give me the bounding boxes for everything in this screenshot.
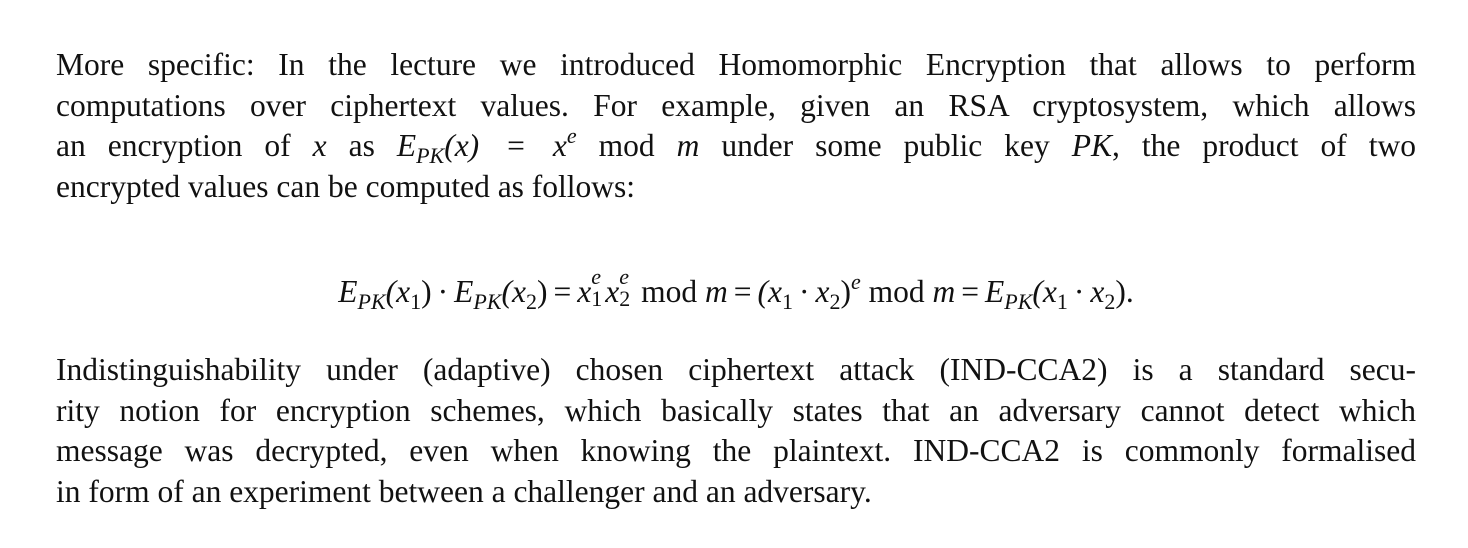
paragraph-line: More specific: In the lecture we introduced Homomorphic Encryption that allows to perform — [56, 47, 1416, 82]
paragraph-line: encrypted values can be computed as follows: — [56, 168, 636, 204]
paragraph-line: computations over ciphertext values. For example, given an RSA cryptosystem, which allows — [56, 87, 1416, 123]
display-equation-rsa-homomorphism: $E_{PK}(x_1) \cdot E_{PK}(x_2) = x$ e 1 x e 2 mod $m = (x_1 \cdot x_2)^e$ mod $m = E_{PK}(x_1 \cdot x_2)$. — [338, 264, 1134, 314]
paragraph-line: in form of an experiment between a challenger and an adversary. — [56, 473, 872, 509]
paragraph-line-with-inline-math: an encryption of x as $E_{PK}(x) = x^e$ mod m under some public key PK, the product of two — [56, 123, 1416, 169]
paragraph-line: Indistinguishability under (adaptive) chosen ciphertext attack (IND-CCA2) is a standard secu- — [56, 352, 1416, 387]
paragraph-line: rity notion for encryption schemes, which basically states that an adversary cannot detect which — [56, 392, 1416, 428]
paragraph-line: message was decrypted, even when knowing the plaintext. IND-CCA2 is commonly formalised — [56, 433, 1416, 469]
inline-math-E: E — [396, 128, 417, 164]
inline-math-x: x — [312, 128, 327, 164]
inline-math-PK: PK — [1071, 128, 1112, 164]
document-page — [56, 45, 1416, 509]
paragraph-homomorphic-intro — [56, 45, 1416, 207]
paragraph-ind-cca2 — [56, 350, 1416, 512]
